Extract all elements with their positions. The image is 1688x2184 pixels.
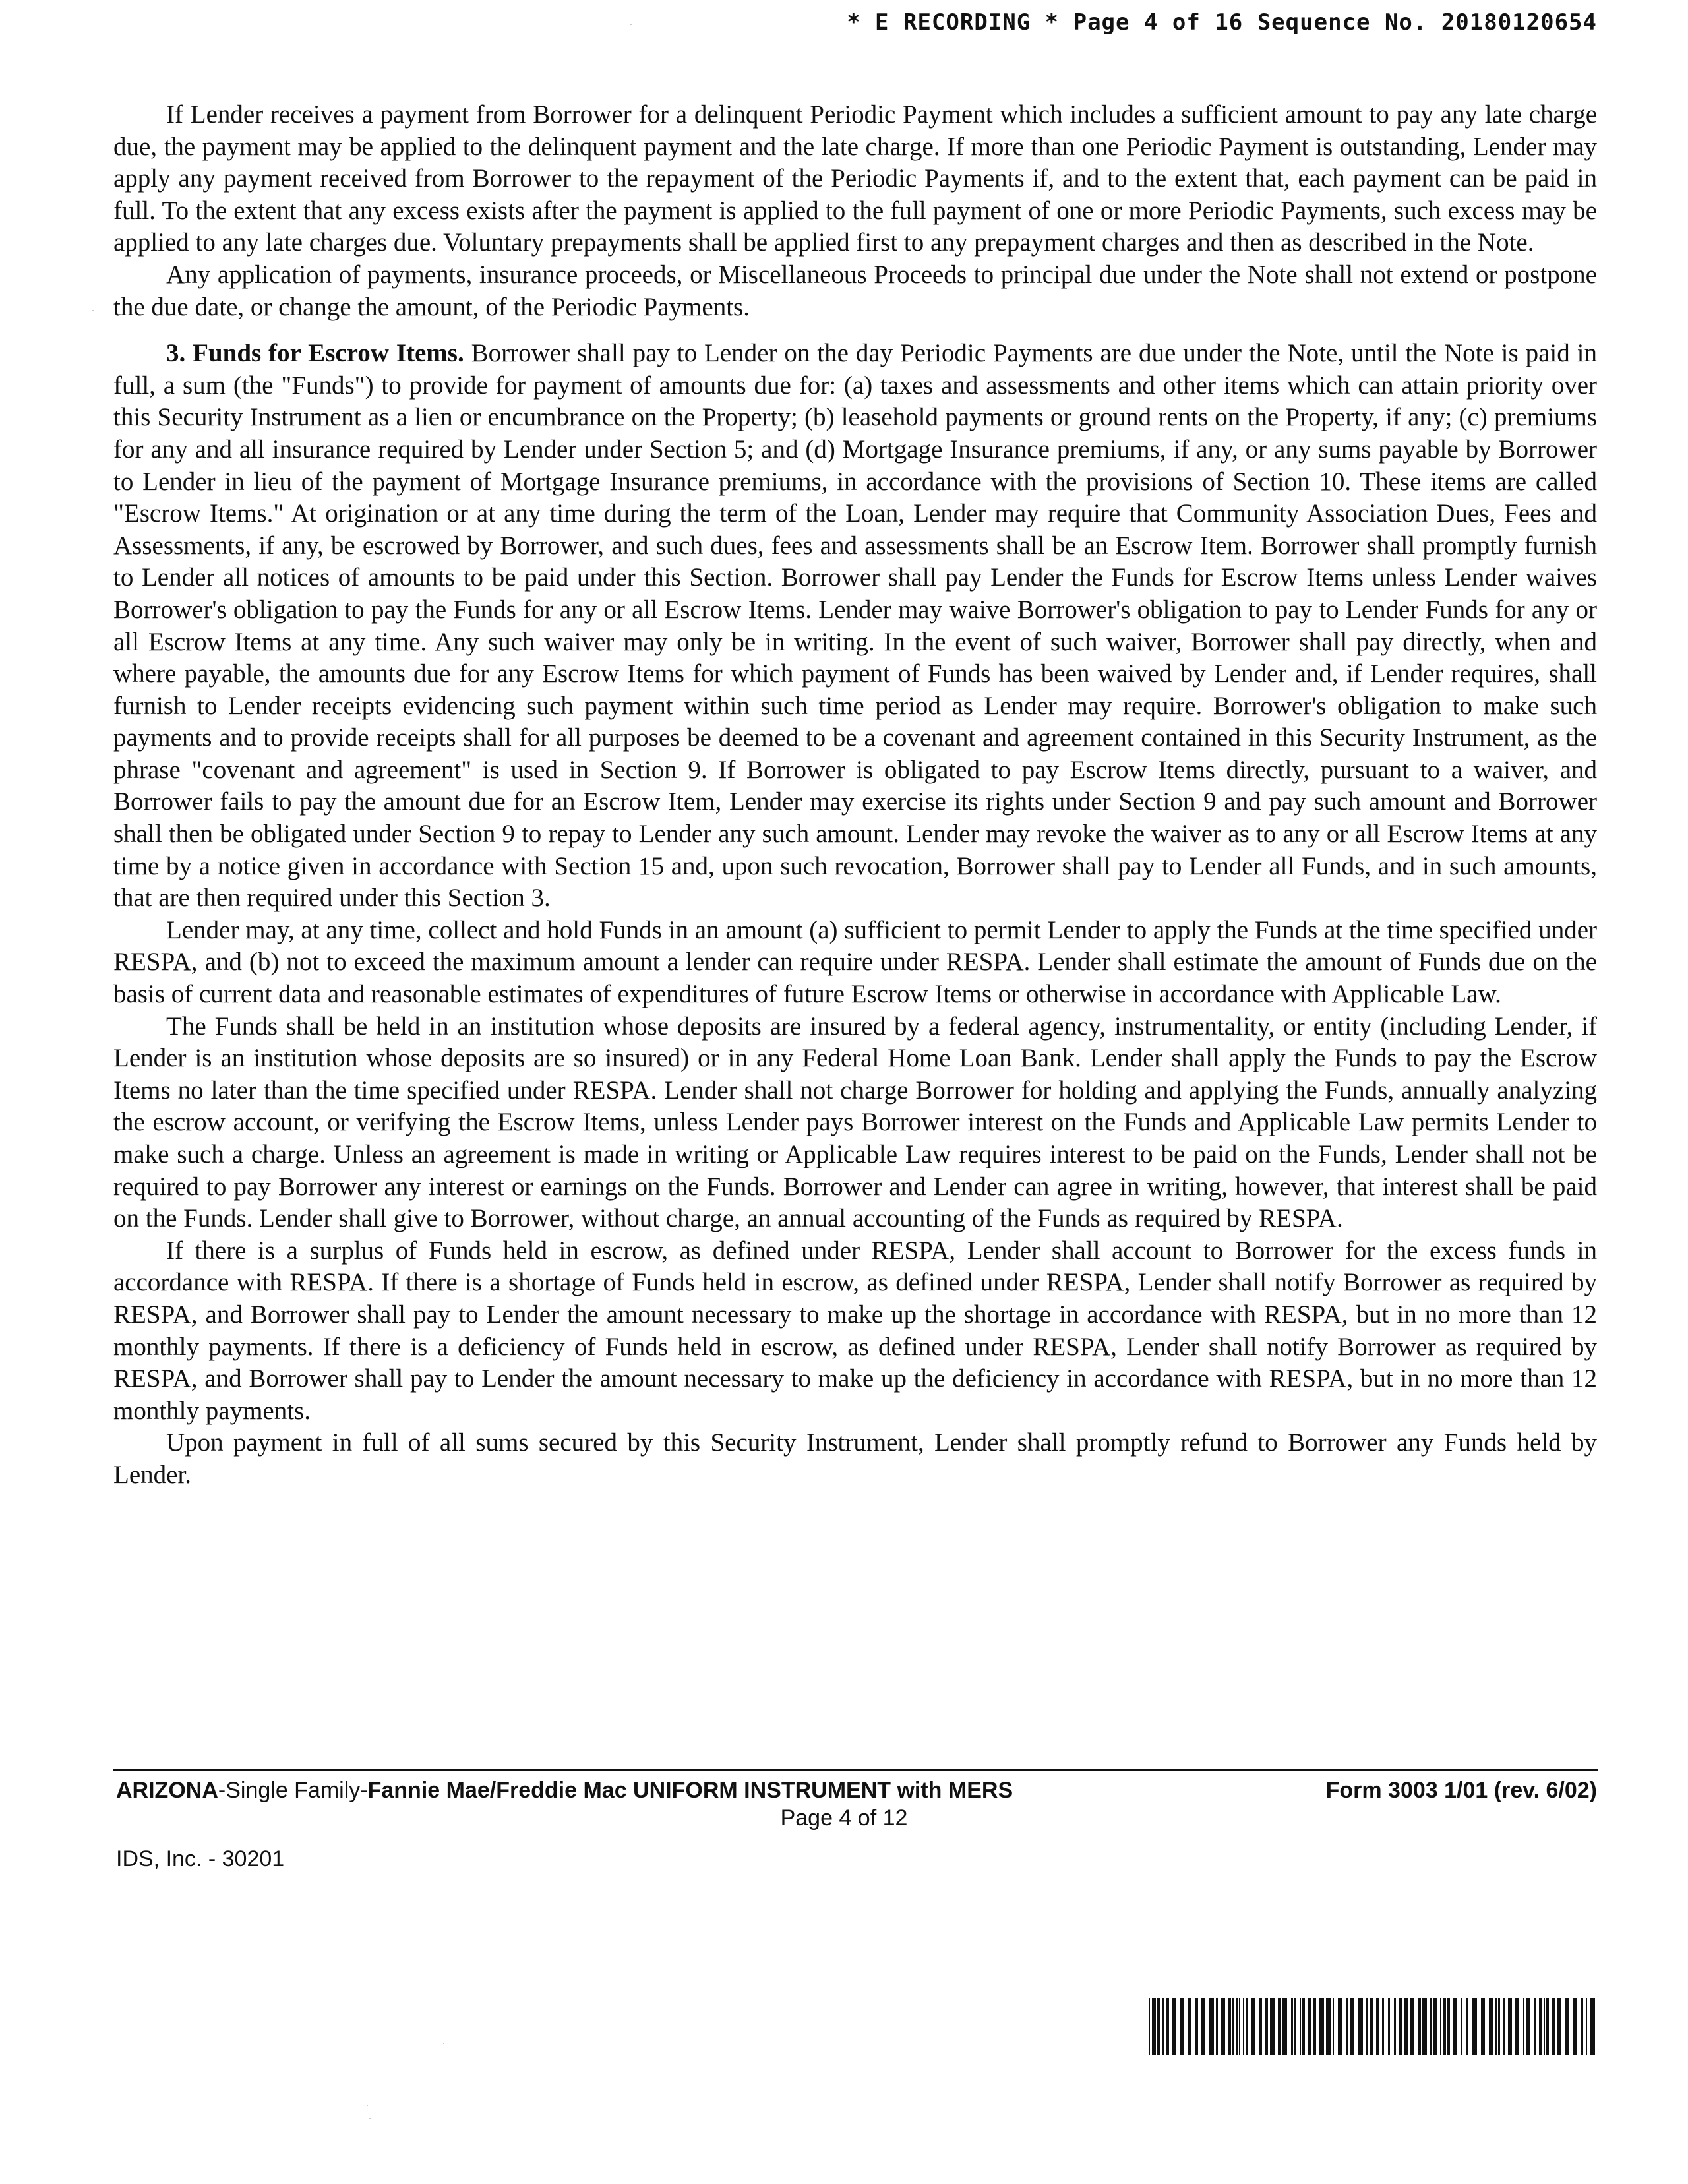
barcode-bar — [1291, 1998, 1293, 2055]
barcode-bar — [1433, 1998, 1437, 2055]
barcode-bar — [1319, 1998, 1324, 2055]
footer-form-number: Form 3003 1/01 (rev. 6/02) — [1325, 1778, 1597, 1803]
barcode-bar — [1270, 1998, 1275, 2055]
section-3-paragraph — [113, 338, 1597, 915]
footer-divider — [113, 1769, 1598, 1771]
barcode-bar — [1162, 1998, 1164, 2055]
barcode-bar — [1313, 1998, 1316, 2055]
barcode-bar — [1376, 1998, 1379, 2055]
barcode-bar — [1546, 1998, 1549, 2055]
barcode-bar — [1440, 1998, 1441, 2055]
scan-speck — [367, 2105, 368, 2106]
barcode-bar — [1418, 1998, 1421, 2055]
barcode-bar — [1430, 1998, 1432, 2055]
barcode-bar — [1552, 1998, 1555, 2055]
scan-speck — [92, 310, 94, 311]
barcode-bar — [1466, 1998, 1468, 2055]
barcode-bar — [1443, 1998, 1446, 2055]
barcode-bar — [1294, 1998, 1296, 2055]
barcode-bar — [1498, 1998, 1500, 2055]
barcode-bar — [1152, 1998, 1156, 2055]
footer-state: ARIZONA — [116, 1778, 218, 1803]
barcode-bar — [1180, 1998, 1184, 2055]
barcode-bar — [1515, 1998, 1519, 2055]
barcode-bar — [1221, 1998, 1225, 2055]
paragraph-collect-and-hold-funds: Lender may, at any time, collect and hold Funds in an amount (a) sufficient to permit Lender to apply the Funds at the time specified under RESPA, and (b) not to exceed the maximum amount a lender can require under RESPA. Lender shall estimate the amount of Funds due on the basis of current data and reasonable estimates of expenditures of future Escrow Items or otherwise in accordance with Applicable Law. — [113, 915, 1597, 1009]
section-3-heading: 3. Funds for Escrow Items. — [166, 339, 464, 368]
barcode-bar — [1534, 1998, 1536, 2055]
barcode-bar — [1236, 1998, 1238, 2055]
paragraph-funds-held-in-institution: The Funds shall be held in an institution whose deposits are insured by a federal agency, instrumentality, or entity (including Lender, if Lender is an institution whose deposits are so insured) or in any Federal Home Loan Bank. Lender shall apply the Funds to pay the Escrow Items no later than the time specified under RESPA. Lender shall not charge Borrower for holding and applying the Funds, annually analyzing the escrow account, or verifying the Escrow Items, unless Lender pays Borrower interest on the Funds and Applicable Law permits Lender to make such a charge. Unless an agreement is made in writing or Applicable Law requires interest to be paid on the Funds, Lender shall not be required to pay Borrower any interest or earnings on the Funds. Borrower and Lender can agree in writing, however, that interest shall be paid on the Funds. Lender shall give to Borrower, without charge, an annual accounting of the Funds as required by RESPA. — [113, 1012, 1597, 1233]
barcode-bar — [1394, 1998, 1396, 2055]
barcode-bar — [1453, 1998, 1457, 2055]
barcode-bar — [1302, 1998, 1305, 2055]
barcode-bar — [1404, 1998, 1408, 2055]
barcode-bar — [1166, 1998, 1169, 2055]
barcode-bar — [1209, 1998, 1214, 2055]
barcode-bar — [1228, 1998, 1231, 2055]
barcode-bar — [1565, 1998, 1569, 2055]
barcode-bar — [1358, 1998, 1363, 2055]
barcode-bar — [1544, 1998, 1545, 2055]
barcode-bar — [1243, 1998, 1244, 2055]
footer-instrument-title — [116, 1778, 1013, 1804]
barcode-bar — [1410, 1998, 1414, 2055]
paragraph-delinquent-payment: If Lender receives a payment from Borrower for a delinquent Periodic Payment which includes a sufficient amount to pay any late charge due, the payment may be applied to the delinquent payment and the late charge. If more than one Periodic Payment is outstanding, Lender may apply any payment received from Borrower to the repayment of the Periodic Payments if, and to the extent that, each payment can be paid in full. To the extent that any excess exists after the payment is applied to the full payment of one or more Periodic Payments, such excess may be applied to any late charges due. Voluntary prepayments shall be applied first to any prepayment charges and then as described in the Note. — [113, 100, 1597, 257]
barcode-bar — [1300, 1998, 1301, 2055]
barcode-bar — [1422, 1998, 1427, 2055]
paragraph-application-of-payments: Any application of payments, insurance proceeds, or Miscellaneous Proceeds to principal due under the Note shall not extend or postpone the due date, or change the amount, of the Periodic Payments. — [113, 260, 1597, 321]
barcode-bar — [1157, 1998, 1160, 2055]
barcode-bar — [1539, 1998, 1542, 2055]
barcode-bar — [1149, 1998, 1150, 2055]
scan-speck — [443, 2043, 444, 2044]
barcode-bar — [1188, 1998, 1191, 2055]
barcode-bar — [1201, 1998, 1205, 2055]
barcode-bar — [1232, 1998, 1234, 2055]
barcode-bar — [1370, 1998, 1373, 2055]
barcode-bar — [1590, 1998, 1595, 2055]
barcode-graphic — [1149, 1998, 1600, 2055]
barcode-bar — [1557, 1998, 1561, 2055]
barcode-bar — [1388, 1998, 1390, 2055]
barcode-bar — [1278, 1998, 1281, 2055]
barcode-bar — [1586, 1998, 1587, 2055]
barcode-bar — [1195, 1998, 1198, 2055]
barcode-bar — [1481, 1998, 1485, 2055]
barcode-bar — [1447, 1998, 1450, 2055]
barcode-bar — [1472, 1998, 1477, 2055]
barcode-bar — [1489, 1998, 1493, 2055]
footer-vendor: IDS, Inc. - 30201 — [116, 1846, 285, 1871]
barcode-bar — [1382, 1998, 1384, 2055]
barcode-bar — [1346, 1998, 1348, 2055]
barcode-bar — [1259, 1998, 1262, 2055]
barcode-bar — [1523, 1998, 1524, 2055]
barcode-bar — [1495, 1998, 1497, 2055]
barcode-bar — [1239, 1998, 1240, 2055]
barcode-bar — [1350, 1998, 1354, 2055]
paragraph-refund-of-funds: Upon payment in full of all sums secured by this Security Instrument, Lender shall promptly refund to Borrower any Funds held by Lender. — [113, 1428, 1597, 1489]
recording-stamp-header: * E RECORDING * Page 4 of 16 Sequence No. 20180120654 — [847, 9, 1597, 36]
barcode-bar — [1508, 1998, 1512, 2055]
barcode-bar — [1308, 1998, 1311, 2055]
barcode-bar — [1503, 1998, 1505, 2055]
barcode-bar — [1246, 1998, 1248, 2055]
barcode-bar — [1333, 1998, 1334, 2055]
section-3-text: Borrower shall pay to Lender on the day Periodic Payments are due under the Note, until the Note is paid in full, a sum (the "Funds") to provide for payment of amounts due for: (a) taxes and assessments and other items which can attain priority over this Security Instrument as a lien or encumbrance on the Property; (b) leasehold payments or ground rents on the Property, if any; (c) premiums for any and all insurance required by Lender under Section 5; and (d) Mortgage Insurance premiums, if any, or any sums payable by Borrower to Lender in lieu of the payment of Mortgage Insurance premiums, in accordance with the provisions of Section 10. These items are called "Escrow Items." At origination or at any time during the term of the Loan, Lender may require that Community Association Dues, Fees and Assessments, if any, be escrowed by Borrower, and such dues, fees and assessments shall be an Escrow Item. Borrower shall promptly furnish to Lender all notices of amounts to be paid under this Section. Borrower shall pay Lender the Funds for Escrow Items unless Lender waives Borrower's obligation to pay the Funds for any or all Escrow Items. Lender may waive Borrower's obligation to pay to Lender Funds for any or all Escrow Items at any time. Any such waiver may only be in writing. In the event of such waiver, Borrower shall pay directly, when and where payable, the amounts due for any Escrow Items for which payment of Funds has been waived by Lender and, if Lender requires, shall furnish to Lender receipts evidencing such payment within such time period as Lender may require. Borrower's obligation to make such payments and to provide receipts shall for all purposes be deemed to be a covenant and agreement contained in this Security Instrument, as the phrase "covenant and agreement" is used in Section 9. If Borrower is obligated to pay Escrow Items directly, pursuant to a waiver, and Borrower fails to pay the amount due for an Escrow Item, Lender may exercise its rights under Section 9 and pay such amount and Borrower shall then be obligated under Section 9 to repay to Lender any such amount. Lender may revoke the waiver as to any or all Escrow Items at any time by a notice given in accordance with Section 15 and, upon such revocation, Borrower shall pay to Lender all Funds, and in such amounts, that are then required under this Section 3. — [113, 339, 1597, 913]
barcode-bar — [1399, 1998, 1402, 2055]
footer-state-suffix: -Single Family- — [218, 1778, 368, 1803]
barcode-bar — [1172, 1998, 1176, 2055]
scan-speck — [369, 2118, 371, 2119]
barcode-bar — [1366, 1998, 1368, 2055]
barcode-bar — [1216, 1998, 1218, 2055]
barcode-bar — [1326, 1998, 1331, 2055]
paragraph-surplus-shortage: If there is a surplus of Funds held in escrow, as defined under RESPA, Lender shall account to Borrower for the excess funds in accordance with RESPA. If there is a shortage of Funds held in escrow, as defined under RESPA, Lender shall notify Borrower as required by RESPA, and Borrower shall pay to Lender the amount necessary to make up the shortage in accordance with RESPA, but in no more than 12 monthly payments. If there is a deficiency of Funds held in escrow, as defined under RESPA, Lender shall notify Borrower as required by RESPA, and Borrower shall pay to Lender the amount necessary to make up the deficiency in accordance with RESPA, but in no more than 12 monthly payments. — [113, 1236, 1597, 1425]
footer-page-number: Page 4 of 12 — [780, 1805, 908, 1831]
barcode-bar — [1526, 1998, 1530, 2055]
barcode-bar — [1282, 1998, 1287, 2055]
footer-instrument-name: Fannie Mae/Freddie Mac UNIFORM INSTRUMENT with MERS — [367, 1778, 1013, 1803]
barcode-bar — [1573, 1998, 1577, 2055]
document-body — [113, 99, 1597, 1492]
barcode-bar — [1461, 1998, 1462, 2055]
scan-speck — [630, 24, 632, 25]
barcode-bar — [1265, 1998, 1268, 2055]
barcode-bar — [1251, 1998, 1255, 2055]
barcode-bar — [1581, 1998, 1583, 2055]
barcode-bar — [1338, 1998, 1342, 2055]
